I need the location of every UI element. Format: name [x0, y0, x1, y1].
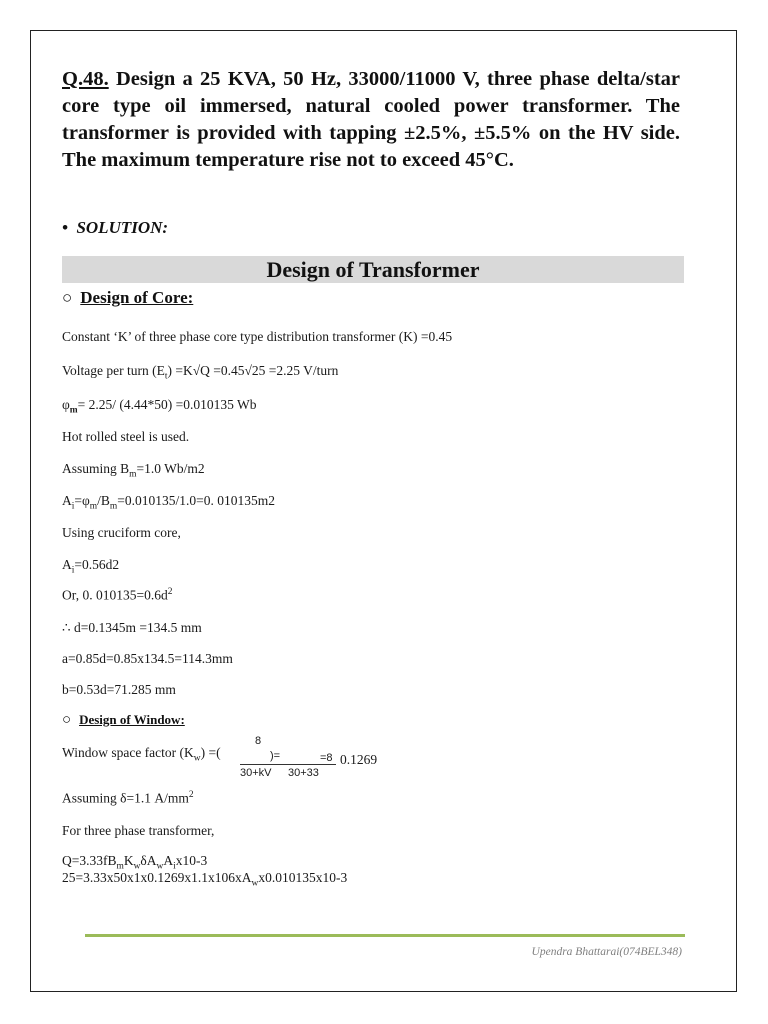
window-heading-text: Design of Window: — [79, 712, 185, 727]
line-steel: Hot rolled steel is used. — [62, 429, 190, 444]
line-three-phase: For three phase transformer, — [62, 823, 215, 838]
footer-author: Upendra Bhattarai(074BEL348) — [531, 946, 682, 958]
line-a: a=0.85d=0.85x134.5=114.3mm — [62, 651, 233, 666]
fraction-result: =8 — [320, 752, 333, 764]
line-b: b=0.53d=71.285 mm — [62, 682, 176, 697]
window-space-factor-value: 0.1269 — [340, 752, 378, 767]
fraction-paren: )= — [270, 750, 281, 762]
fraction-numerator: 8 — [255, 735, 262, 747]
fraction-bar-2 — [286, 764, 336, 765]
question-body: Design a 25 KVA, 50 Hz, 33000/11000 V, three phase delta/star core type oil immersed, natural cooled power transformer. The transformer is provided with tapping ±2.5%, ±5.5% on the HV side. The maximum temperature rise not to exceed 45°C. — [62, 68, 680, 171]
line-window-space-factor: Window space factor $(K_w)$ =( — [62, 745, 221, 764]
line-bm: Assuming $B_m=1.0$ Wb/m2 — [62, 461, 205, 480]
question-number: Q.48. — [62, 68, 109, 90]
line-current-density: Assuming δ=1.1 $A/mm^2$ — [62, 790, 194, 806]
solution-label: SOLUTION: — [76, 218, 169, 237]
line-flux: $\varphi_m= 2.25/$ (4.44*50) =0.010135 Wb — [62, 397, 257, 416]
solution-heading — [62, 218, 168, 238]
core-heading-text: Design of Core: — [80, 288, 194, 307]
line-or: Or, 0. $010135=0.6d^2$ — [62, 587, 173, 603]
circle-bullet-icon: ○ — [62, 288, 73, 307]
line-q-substitution: $25=3.33x50x1x0.1269x1.1x106xA_wx0.010135x10-3$ — [62, 870, 348, 889]
circle-bullet-icon: ○ — [62, 712, 72, 728]
window-heading — [62, 712, 185, 729]
line-ai-056: $A_i=0.56d2$ — [62, 557, 120, 576]
fraction-denominator-1: 30+kV — [240, 767, 272, 779]
section-banner: Design of Transformer — [62, 256, 684, 283]
line-voltage-per-turn: Voltage per turn $(E_t) =K√Q =0.45√25 =2.25$ V/turn — [62, 363, 339, 382]
bullet-icon: • — [62, 218, 68, 237]
footer-rule — [85, 934, 685, 937]
core-heading — [62, 288, 193, 308]
line-constant-k: Constant ‘K’ of three phase core type distribution transformer (K) =0.45 — [62, 329, 453, 344]
question-text — [62, 66, 680, 174]
fraction-denominator-2: 30+33 — [288, 767, 319, 779]
line-d: ∴ d=0.1345m =134.5 mm — [62, 620, 202, 635]
line-ai: $A_i=\varphi_m/B_m=0.010135/1.0=0$. 010135m2 — [62, 493, 275, 512]
line-cruciform: Using cruciform core, — [62, 525, 181, 540]
line-q-formula: $Q=3.33fB_mK_w\delta A_wA_ix10-3$ — [62, 853, 208, 872]
